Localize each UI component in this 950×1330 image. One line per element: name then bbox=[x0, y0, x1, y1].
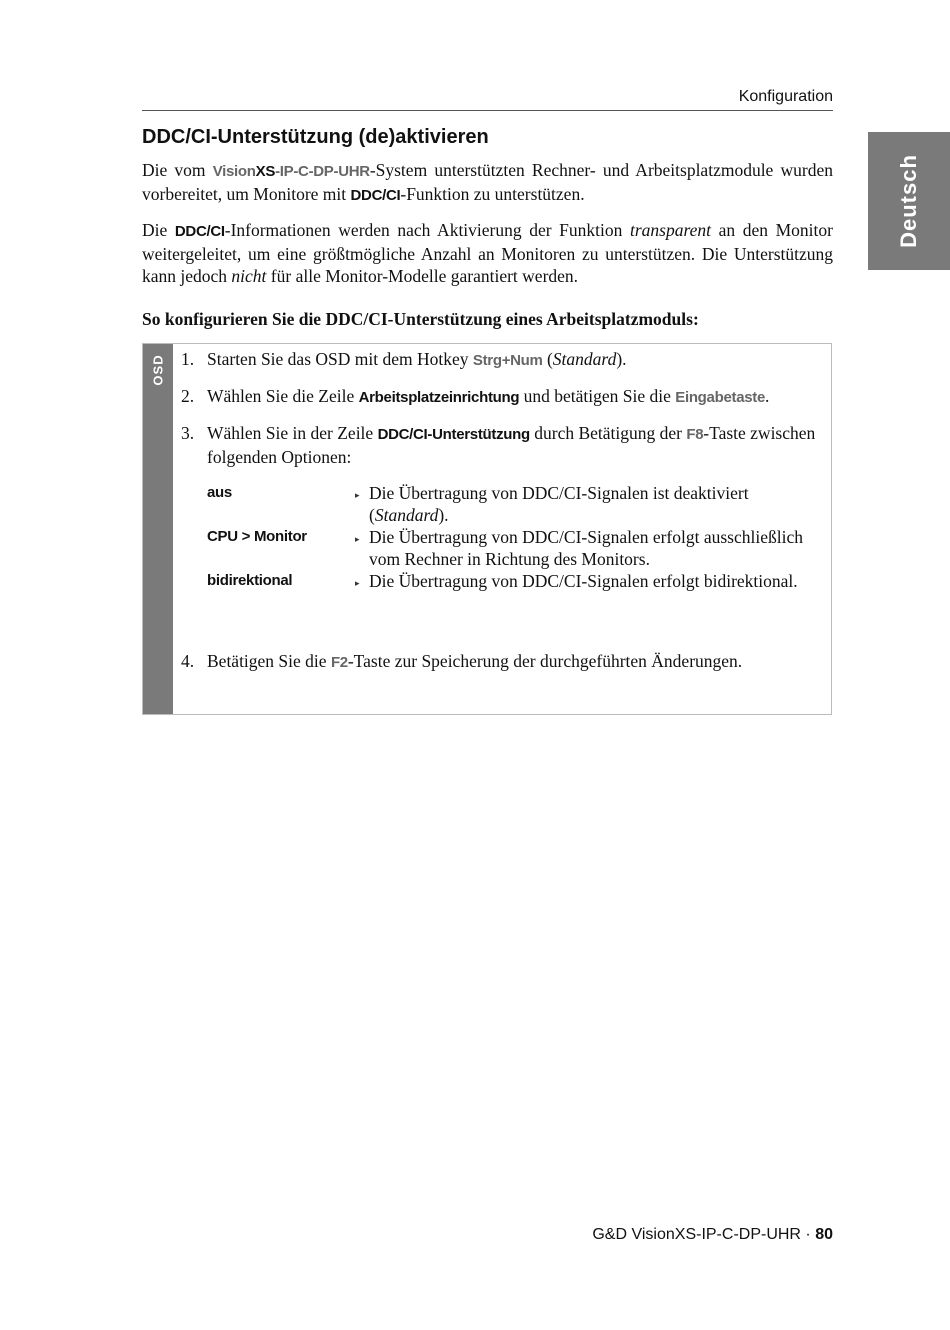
text: ( bbox=[542, 349, 553, 369]
procedure-heading: So konfigurieren Sie die DDC/CI-Unterstützung eines Arbeitsplatzmoduls: bbox=[142, 309, 699, 329]
brand-model: -IP-C-DP-UHR bbox=[275, 163, 370, 180]
text: -Funktion zu unterstützen. bbox=[400, 184, 585, 204]
text: Wählen Sie die Zeile bbox=[207, 386, 359, 406]
menu-item-name: DDC/CI-Unterstützung bbox=[377, 426, 530, 443]
option-list bbox=[207, 482, 825, 594]
emphasis: Standard bbox=[374, 505, 439, 525]
menu-item-name: Arbeitsplatzeinrichtung bbox=[358, 389, 520, 406]
text: . bbox=[765, 386, 770, 406]
emphasis: transparent bbox=[630, 220, 712, 240]
option-row bbox=[207, 482, 825, 526]
brand-vision: Vision bbox=[212, 163, 256, 180]
text: -Taste zur Speicherung der durchgeführten Änderungen. bbox=[347, 651, 743, 671]
step-2 bbox=[181, 385, 825, 409]
option-description bbox=[369, 482, 825, 526]
text: ). bbox=[616, 349, 627, 369]
key-name: F2 bbox=[330, 654, 348, 671]
page-header bbox=[142, 86, 833, 111]
text: Die Übertragung von DDC/CI-Signalen ist deaktiviert ( bbox=[369, 483, 749, 525]
step-number: 2. bbox=[181, 386, 195, 406]
key-name: Eingabetaste bbox=[675, 389, 766, 406]
page-number: 80 bbox=[815, 1226, 833, 1243]
option-key: CPU > Monitor bbox=[207, 528, 307, 545]
text: an den Monitor weitergeleitet, um eine größtmögliche Anzahl an Monitoren zu unterstützen. Die Unterstützung kann jedoch bbox=[142, 220, 833, 286]
footer-product: G&D VisionXS-IP-C-DP-UHR · bbox=[592, 1226, 816, 1243]
osd-sidebar bbox=[143, 344, 173, 714]
intro-paragraph bbox=[142, 159, 833, 207]
step-number: 4. bbox=[181, 651, 195, 671]
bullet-arrow-icon: ▸ bbox=[355, 490, 360, 500]
text: Betätigen Sie die bbox=[207, 651, 331, 671]
text: Starten Sie das OSD mit dem Hotkey bbox=[207, 349, 473, 369]
text: Wählen Sie in der Zeile bbox=[207, 423, 378, 443]
step-number: 3. bbox=[181, 423, 195, 443]
bullet-arrow-icon: ▸ bbox=[355, 578, 360, 588]
main-content bbox=[142, 126, 833, 342]
info-paragraph bbox=[142, 219, 833, 287]
text: ). bbox=[438, 505, 449, 525]
step-list bbox=[181, 348, 825, 687]
option-row bbox=[207, 526, 825, 570]
ddc-term: DDC/CI bbox=[350, 187, 401, 204]
step-3 bbox=[181, 422, 825, 594]
page-footer bbox=[592, 1226, 833, 1244]
osd-procedure-box bbox=[142, 343, 832, 715]
language-tab bbox=[868, 132, 950, 270]
step-4 bbox=[181, 650, 825, 674]
emphasis: Standard bbox=[552, 349, 617, 369]
option-key: bidirektional bbox=[207, 572, 293, 589]
text: Die bbox=[142, 220, 175, 240]
option-key: aus bbox=[207, 484, 232, 501]
hotkey: Strg+Num bbox=[472, 352, 543, 369]
ddc-term: DDC/CI bbox=[174, 223, 225, 240]
brand-xs: XS bbox=[255, 163, 276, 180]
key-name: F8 bbox=[686, 426, 704, 443]
option-row bbox=[207, 570, 825, 594]
text: Die vom bbox=[142, 160, 213, 180]
text: -System unterstützten Rechner- und Arbeitsplatzmodule wurden vorbereitet, um Monitore mit bbox=[142, 160, 833, 204]
text: -Informationen werden nach Aktivierung der Funktion bbox=[224, 220, 630, 240]
header-section-title: Konfiguration bbox=[738, 88, 833, 105]
emphasis: nicht bbox=[231, 266, 267, 286]
step-1 bbox=[181, 348, 825, 372]
step-number: 1. bbox=[181, 349, 195, 369]
section-title: DDC/CI-Unterstützung (de)aktivieren bbox=[142, 126, 489, 148]
text: für alle Monitor-Modelle garantiert werden. bbox=[266, 266, 579, 286]
option-description: Die Übertragung von DDC/CI-Signalen erfolgt ausschließlich vom Rechner in Richtung des Monitors. bbox=[369, 527, 803, 569]
text: -Taste zwischen folgenden Optionen: bbox=[207, 423, 816, 467]
text: durch Betätigung der bbox=[529, 423, 687, 443]
language-tab-label: Deutsch bbox=[896, 154, 921, 248]
text: und betätigen Sie die bbox=[519, 386, 676, 406]
bullet-arrow-icon: ▸ bbox=[355, 534, 360, 544]
osd-label: OSD bbox=[150, 354, 166, 386]
option-description: Die Übertragung von DDC/CI-Signalen erfolgt bidirektional. bbox=[369, 571, 798, 591]
